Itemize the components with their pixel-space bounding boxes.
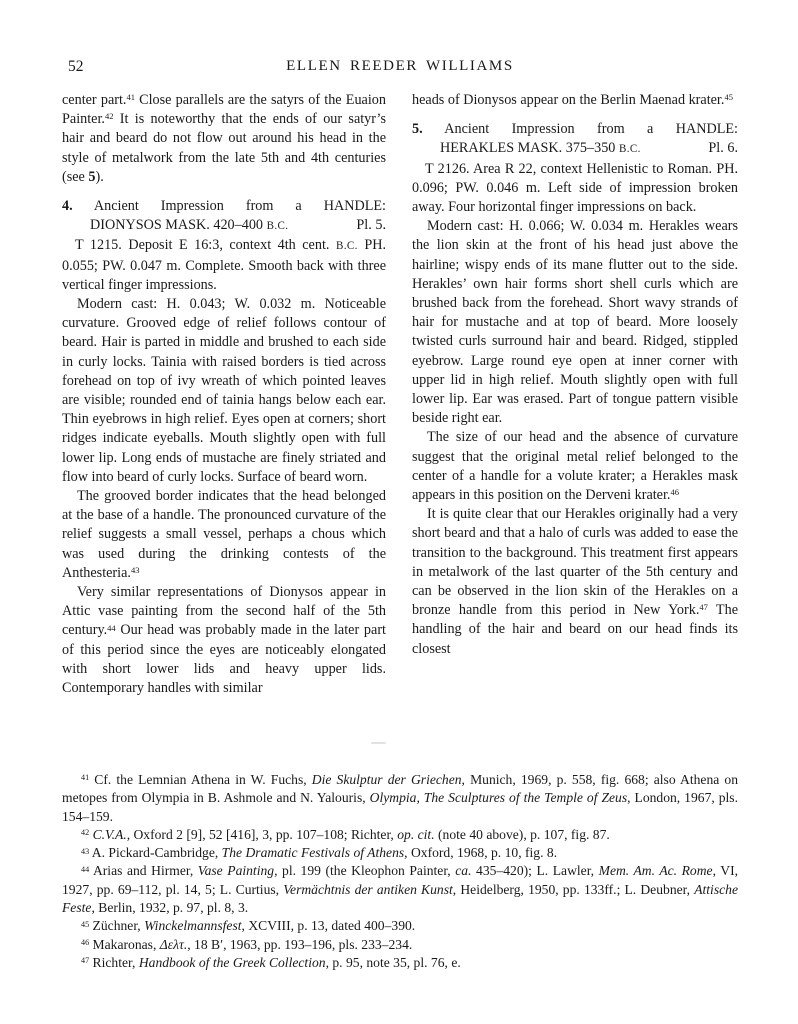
entry-title: HERAKLES MASK. 375–350 B.C. <box>440 140 641 157</box>
entry-title: DIONYSOS MASK. 420–400 B.C. <box>90 217 289 234</box>
catalog-entry-4-data: T 1215. Deposit E 16:3, context 4th cent. B.C. PH. 0.055; PW. 0.047 m. Complete. Smooth back with three vertical finger impressions. <box>62 237 387 293</box>
footnote-ref: 46 <box>670 487 679 498</box>
catalog-entry-4-heading: 4. Ancient Impression from a HANDLE: <box>62 198 386 215</box>
footnote-ref: 44 <box>81 864 90 874</box>
footnote-ref: 46 <box>81 938 90 947</box>
plate-reference: Pl. 5. <box>356 217 386 234</box>
footnote-ref: 43 <box>130 565 140 576</box>
plate-reference: Pl. 6. <box>708 140 738 157</box>
paragraph-continuation: heads of Dionysos appear on the Berlin Maenad krater.$^{45}$ <box>412 92 733 108</box>
footnote-42: $^{42}$ C.V.A., Oxford 2 [9], 52 [416], 3, pp. 107–108; Richter, op. cit. (note 40 above), p. 107, fig. 87. <box>81 826 610 842</box>
footnote-47: $^{47}$ Richter, Handbook of the Greek Collection, p. 95, note 35, pl. 76, e. <box>81 954 461 970</box>
footnote-46: $^{46}$ Makaronas, Δελτ., 18 B′, 1963, pp. 193–196, pls. 233–234. <box>81 936 413 952</box>
footnote-ref: 41 <box>126 92 135 103</box>
footnotes-section <box>62 771 738 972</box>
footnote-43: $^{43}$ A. Pickard-Cambridge, The Dramatic Festivals of Athens, Oxford, 1968, p. 10, fig. 8. <box>81 845 558 861</box>
text-columns <box>62 91 738 698</box>
footnote-44: $^{44}$ Arias and Hirmer, Vase Painting, pl. 199 (the Kleophon Painter, ca. 435–420); L. Lawler, Mem. Am. Ac. Rome, VI, 1927, pp. 69–112, pl. 14, 5; L. Curtius, Vermächtnis der antiken Kunst, Heidelberg, 1950, pp. 133ff.; L. Deubner, Attische Feste, Berlin, 1932, p. 97, pl. 8, 3. <box>62 863 739 916</box>
footnote-ref: 45 <box>724 92 733 103</box>
paragraph-continuation: center part.$^{41}$ Close parallels are the satyrs of the Euaion Painter.$^{42}$ It is noteworthy that the ends of our satyr’s hair and beard do not flow out around his head in the style of metalwork from the late 5th and 4th centuries (see 5). <box>62 92 386 185</box>
footnote-41: $^{41}$ Cf. the Lemnian Athena in W. Fuchs, Die Skulptur der Griechen, Munich, 1969, p. 558, fig. 668; also Athena on metopes from Olympia in B. Ashmole and N. Yalouris, Olympia, The Sculptures of the Temple of Zeus, London, 1967, pls. 154–159. <box>62 772 738 824</box>
running-head: ELLEN REEDER WILLIAMS <box>286 58 514 74</box>
catalog-entry-5-data: T 2126. Area R 22, context Hellenistic to Roman. PH. 0.096; PW. 0.046 m. Left side of impression broken away. Four horizontal finger impressions on back. <box>412 160 738 216</box>
paragraph-similar-representations: Very similar representations of Dionysos appear in Attic vase painting from the second half of the 5th century.$^{44}$ Our head was probably made in the later part of this period since the eyes are noticeably elongated with short lower lids and heavy upper lids. Contemporary handles with similar <box>62 584 386 697</box>
paragraph-grooved-border: The grooved border indicates that the head belonged at the base of a handle. The pronounced curvature of the relief suggests a small vessel, perhaps a chous which was used during the drinking contests of the Anthesteria.$^{43}$ <box>62 488 386 581</box>
text-column-right <box>412 91 738 698</box>
footnote-separator <box>371 742 386 744</box>
page-number: 52 <box>68 58 84 75</box>
paragraph-modern-cast-4: Modern cast: H. 0.043; W. 0.032 m. Noticeable curvature. Grooved edge of relief follows contour of beard. Hair is parted in middle and brushed to each side in curly locks. Tainia with raised borders is tied across forehead on top of ivy wreath of which pointed leaves are visible; rounded end of tainia hangs below each ear. Thin eyebrows in high relief. Eyes open at corners; short ridges indicate eyeballs. Mouth slightly open with full lower lip. Long ends of mustache are finely striated and flow into beard of curly locks. Surface of beard worn. <box>62 296 386 485</box>
footnote-ref: 41 <box>81 773 90 783</box>
footnote-ref: 42 <box>104 111 114 122</box>
paragraph-modern-cast-5: Modern cast: H. 0.066; W. 0.034 m. Herakles wears the lion skin at the front of his head just above the hairline; wispy ends of its mane flutter out to the side. Herakles’ own hair forms short shell curls which are brushed back from the forehead. Short wavy strands of hair for mustache and at top of beard. More loosely twisted curls surround hair and beard. Ridged, stippled eyebrow. Large round eye open at inner corner with upper lid in high relief. Mouth slightly open with full lower lip. Ear was erased. Part of tongue pattern visible beside right ear. <box>412 218 738 427</box>
footnote-ref: 44 <box>107 622 116 633</box>
paragraph-size-of-head: The size of our head and the absence of curvature suggest that the original metal relief belonged to the center of a handle for a volute krater; a Herakles mask appears in this position on the Derveni krater.$^{46}$ <box>412 429 738 504</box>
text-column-left <box>62 91 386 698</box>
footnote-ref: 47 <box>81 956 90 966</box>
page-header <box>62 58 738 76</box>
footnote-ref: 47 <box>699 602 708 613</box>
catalog-entry-5-heading: 5. Ancient Impression from a HANDLE: <box>412 121 738 138</box>
footnote-ref: 42 <box>81 828 90 838</box>
footnote-ref: 43 <box>81 846 90 856</box>
footnote-45: $^{45}$ Züchner, Winckelmannsfest, XCVIII, p. 13, dated 400–390. <box>81 918 416 934</box>
catalog-entry-4-subheading <box>62 216 386 236</box>
footnote-ref: 45 <box>81 919 90 929</box>
catalog-entry-5-subheading <box>412 139 738 159</box>
paragraph-short-beard: It is quite clear that our Herakles originally had a very short beard and that a halo of curls was added to ease the transition to the background. This treatment first appears in metalwork of the last quarter of the 5th century and can be observed in the lion skin of the Herakles on a bronze handle from this period in New York.$^{47}$ The handling of the hair and beard on our head finds its closest <box>412 506 738 657</box>
